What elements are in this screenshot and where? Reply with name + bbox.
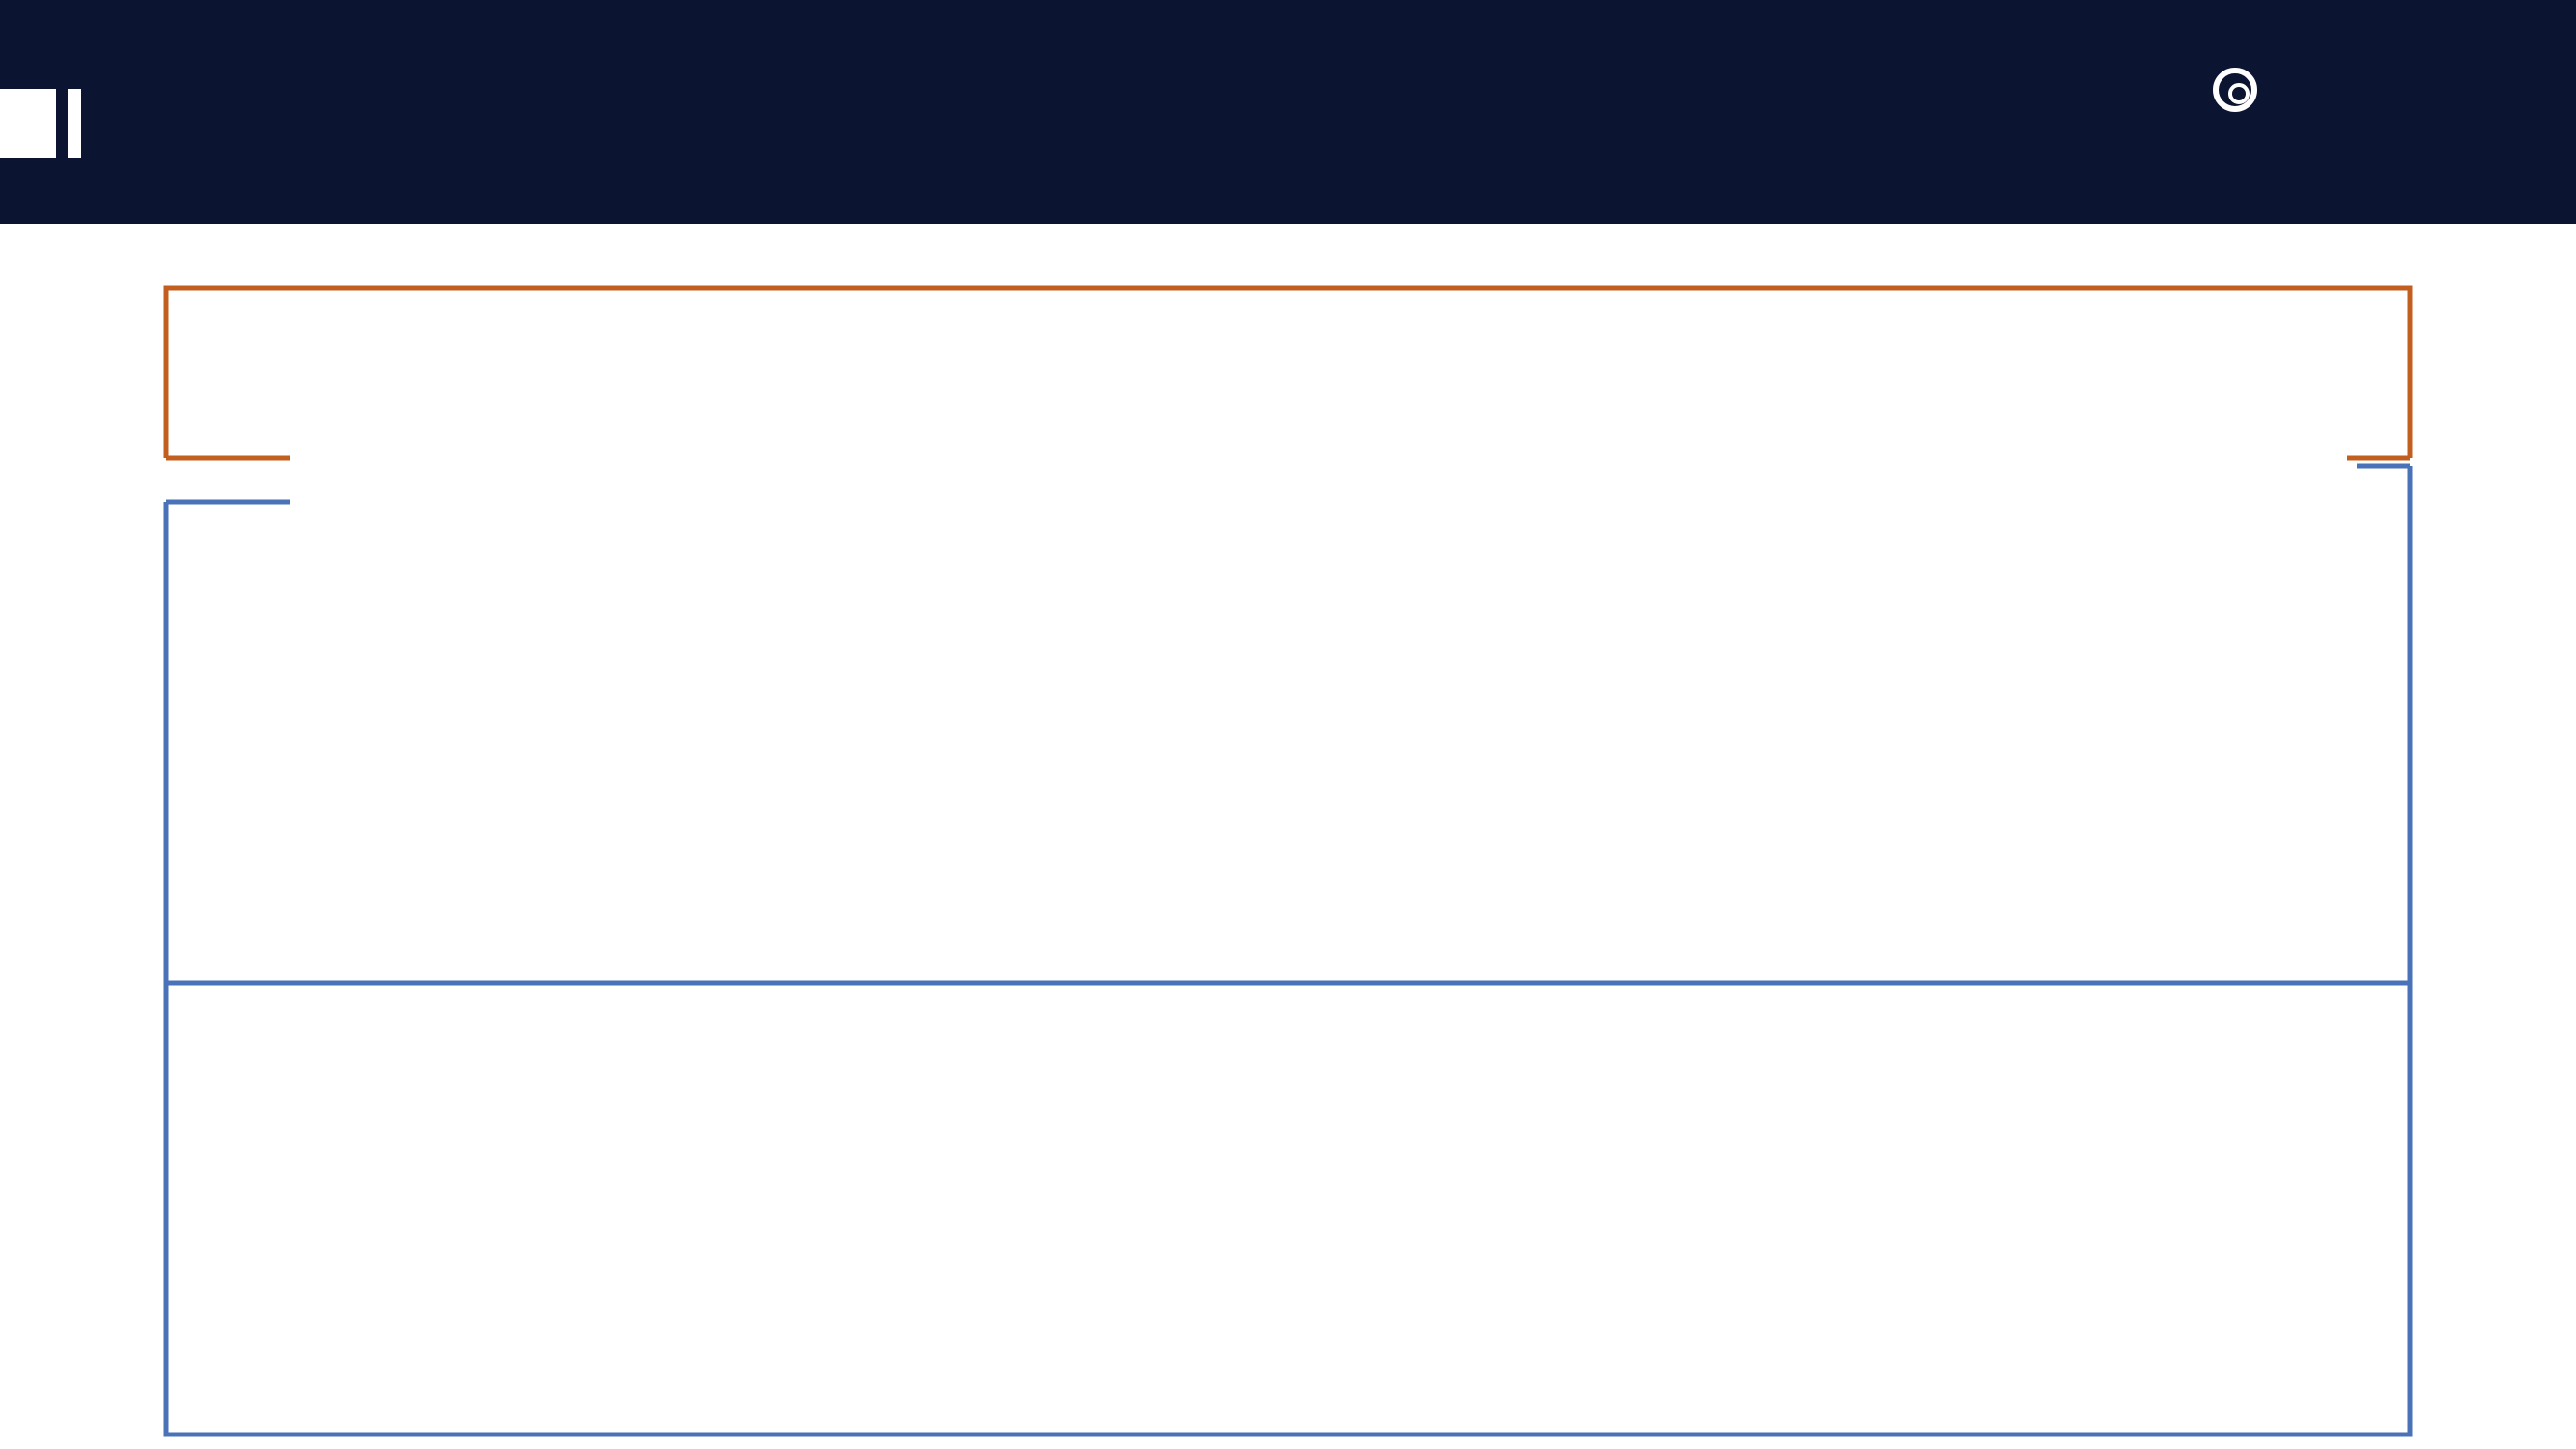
orange-frame (166, 288, 2410, 458)
blue-frame (166, 466, 2410, 1435)
